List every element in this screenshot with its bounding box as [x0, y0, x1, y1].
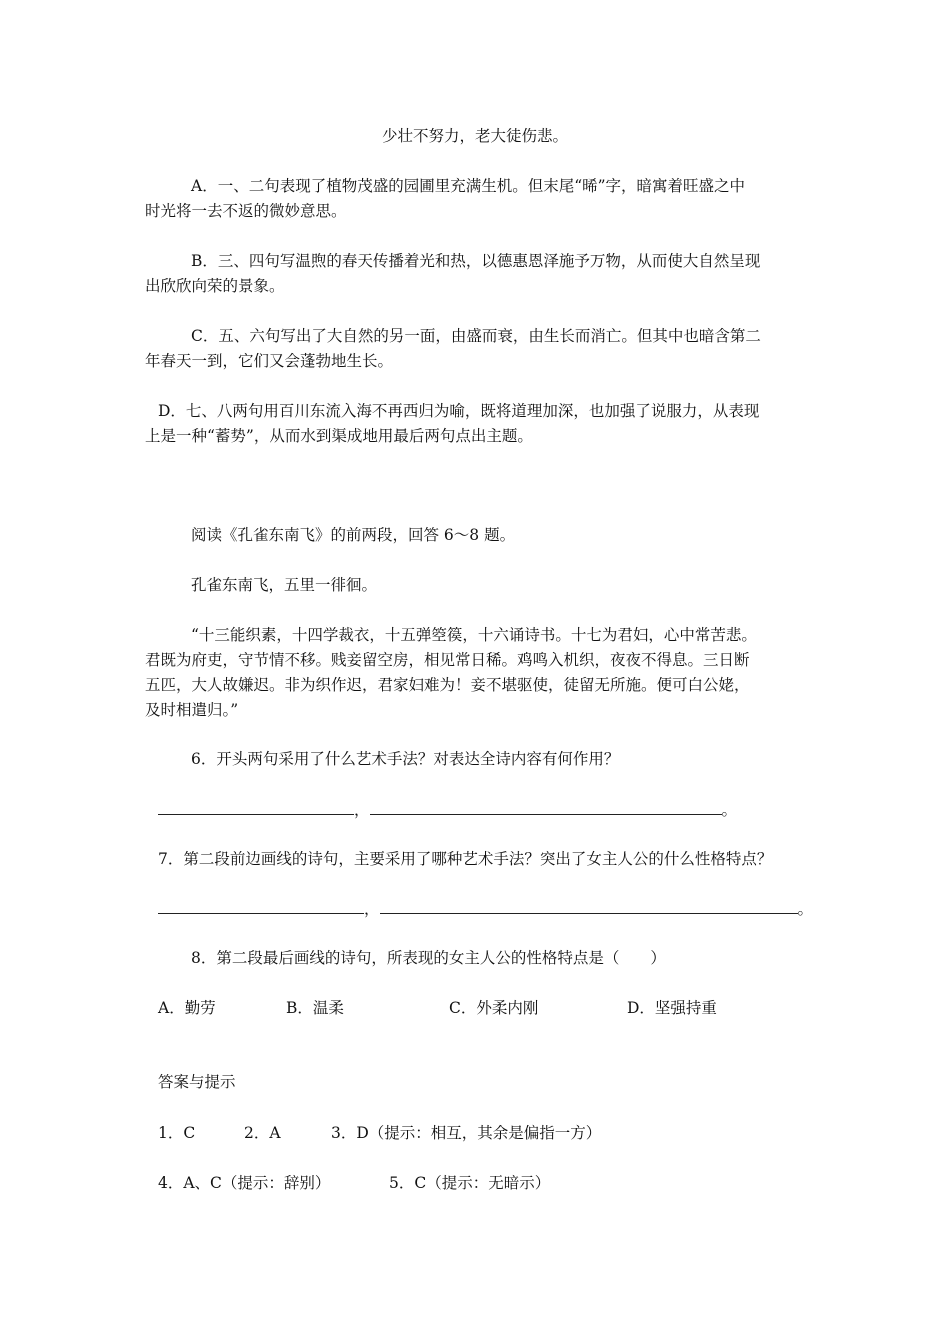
reading-para2-line1: “十三能织素，十四学裁衣，十五弹箜篌，十六诵诗书。十七为君妇，心中常苦悲。 [191, 626, 757, 644]
option-d-line2: 上是一种“蓄势”，从而水到渠成地用最后两句点出主题。 [145, 427, 533, 445]
q7-end: 。 [797, 900, 814, 918]
answer-1: 1．C [158, 1124, 196, 1142]
q7-blank-1[interactable] [158, 899, 364, 914]
option-b-line2: 出欣欣向荣的景象。 [145, 277, 285, 295]
poem-last-line: 少壮不努力，老大徒伤悲。 [381, 127, 568, 145]
q6-blank-1[interactable] [158, 800, 354, 815]
option-b-line1: B．三、四句写温煦的春天传播着光和热，以德惠恩泽施予万物，从而使大自然呈现 [191, 252, 761, 270]
q6-blank-2[interactable] [370, 800, 722, 815]
q6-separator: ， [354, 801, 370, 819]
answer-5: 5．C（提示：无暗示） [389, 1174, 551, 1192]
reading-para2-line2: 君既为府吏，守节情不移。贱妾留空房，相见常日稀。鸡鸣入机织，夜夜不得息。三日断 [145, 651, 750, 669]
q8-option-c: C．外柔内刚 [449, 999, 539, 1017]
option-c-line1: C．五、六句写出了大自然的另一面，由盛而衰，由生长而消亡。但其中也暗含第二 [191, 327, 761, 345]
option-c-line2: 年春天一到，它们又会蓬勃地生长。 [145, 352, 394, 370]
question-6-answer-line [158, 798, 737, 822]
q8-option-a: A．勤劳 [158, 999, 216, 1017]
reading-para2-line4: 及时相遣归。” [145, 701, 239, 719]
answers-heading: 答案与提示 [158, 1073, 236, 1091]
q8-option-d: D．坚强持重 [627, 999, 717, 1017]
reading-para1: 孔雀东南飞，五里一徘徊。 [191, 576, 378, 594]
option-a-line2: 时光将一去不返的微妙意思。 [145, 202, 347, 220]
question-6: 6．开头两句采用了什么艺术手法？对表达全诗内容有何作用？ [191, 750, 620, 768]
answer-2: 2．A [244, 1124, 281, 1142]
reading-instruction: 阅读《孔雀东南飞》的前两段，回答 6～8 题。 [191, 526, 516, 544]
q7-separator: ， [364, 900, 380, 918]
q6-end: 。 [721, 801, 738, 819]
option-a-line1: A．一、二句表现了植物茂盛的园圃里充满生机。但末尾“晞”字，暗寓着旺盛之中 [191, 177, 746, 195]
answer-4: 4．A、C（提示：辞别） [158, 1174, 331, 1192]
question-8: 8．第二段最后画线的诗句，所表现的女主人公的性格特点是（ ） [191, 949, 666, 967]
option-d-line1: D．七、八两句用百川东流入海不再西归为喻，既将道理加深，也加强了说服力，从表现 [158, 402, 760, 420]
q7-blank-2[interactable] [380, 899, 798, 914]
question-7: 7．第二段前边画线的诗句，主要采用了哪种艺术手法？突出了女主人公的什么性格特点？ [158, 850, 773, 868]
q8-option-b: B．温柔 [286, 999, 344, 1017]
question-7-answer-line [158, 897, 813, 921]
answer-3: 3．D（提示：相互，其余是偏指一方） [331, 1124, 602, 1142]
reading-para2-line3: 五匹，大人故嫌迟。非为织作迟，君家妇难为！妾不堪驱使，徒留无所施。便可白公姥， [145, 676, 750, 694]
